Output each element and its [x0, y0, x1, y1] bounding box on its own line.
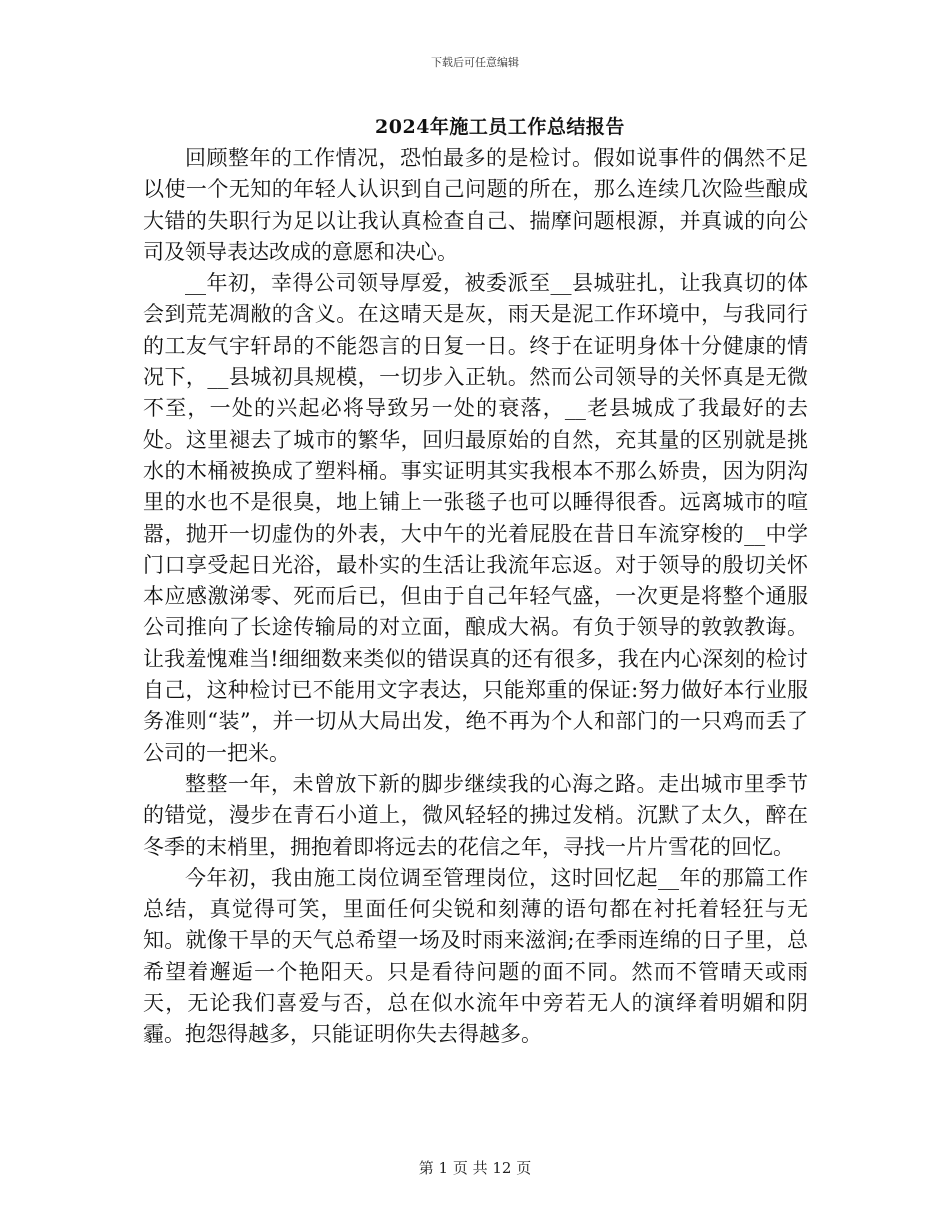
- paragraph: 今年初，我由施工岗位调至管理岗位，这时回忆起__年的那篇工作总结，真觉得可笑，里面任何尖锐和刻薄的语句都在衬托着轻狂与无知。就像干旱的天气总希望一场及时雨来滋润;在季雨连绵的日子里，总希望着邂逅一个艳阳天。只是看待问题的面不同。然而不管晴天或雨天，无论我们喜爱与否，总在似水流年中旁若无人的演绎着明媚和阴霾。抱怨得越多，只能证明你失去得越多。: [143, 865, 808, 1047]
- paragraph: __年初，幸得公司领导厚爱，被委派至__县城驻扎，让我真切的体会到荒芜凋敝的含义。在这晴天是灰，雨天是泥工作环境中，与我同行的工友气宇轩昂的不能怨言的日复一日。终于在证明身体十分健康的情况下，__县城初具规模，一切步入正轨。然而公司领导的关怀真是无微不至，一处的兴起必将导致另一处的衰落，__老县城成了我最好的去处。这里褪去了城市的繁华，回归最原始的自然，充其量的区别就是挑水的木桶被换成了塑料桶。事实证明其实我根本不那么娇贵，因为阴沟里的水也不是很臭，地上铺上一张毯子也可以睡得很香。远离城市的喧嚣，抛开一切虚伪的外表，大中午的光着屁股在昔日车流穿梭的__中学门口享受起日光浴，最朴实的生活让我流年忘返。对于领导的殷切关怀本应感激涕零、死而后已，但由于自己年轻气盛，一次更是将整个通服公司推向了长途传输局的对立面，酿成大祸。有负于领导的敦敦教诲。让我羞愧难当!细细数来类似的错误真的还有很多，我在内心深刻的检讨自己，这种检讨已不能用文字表达，只能郑重的保证:努力做好本行业服务准则“装”，并一切从大局出发，绝不再为个人和部门的一只鸡而丢了公司的一把米。: [143, 271, 808, 765]
- document-body: [143, 143, 808, 1051]
- page-number: 第 1 页 共 12 页: [418, 1159, 532, 1177]
- paragraph: 回顾整年的工作情况，恐怕最多的是检讨。假如说事件的偶然不足以使一个无知的年轻人认识到自己问题的所在，那么连续几次险些酿成大错的失职行为足以让我认真检查自己、揣摩问题根源，并真诚的向公司及领导表达改成的意愿和决心。: [143, 146, 808, 264]
- header-note: 下载后可任意编辑: [431, 56, 519, 69]
- paragraph: 整整一年，未曾放下新的脚步继续我的心海之路。走出城市里季节的错觉，漫步在青石小道上，微风轻轻的拂过发梢。沉默了太久，醉在冬季的末梢里，拥抱着即将远去的花信之年，寻找一片片雪花的回忆。: [143, 771, 808, 859]
- document-title: 2024年施工员工作总结报告: [375, 116, 625, 138]
